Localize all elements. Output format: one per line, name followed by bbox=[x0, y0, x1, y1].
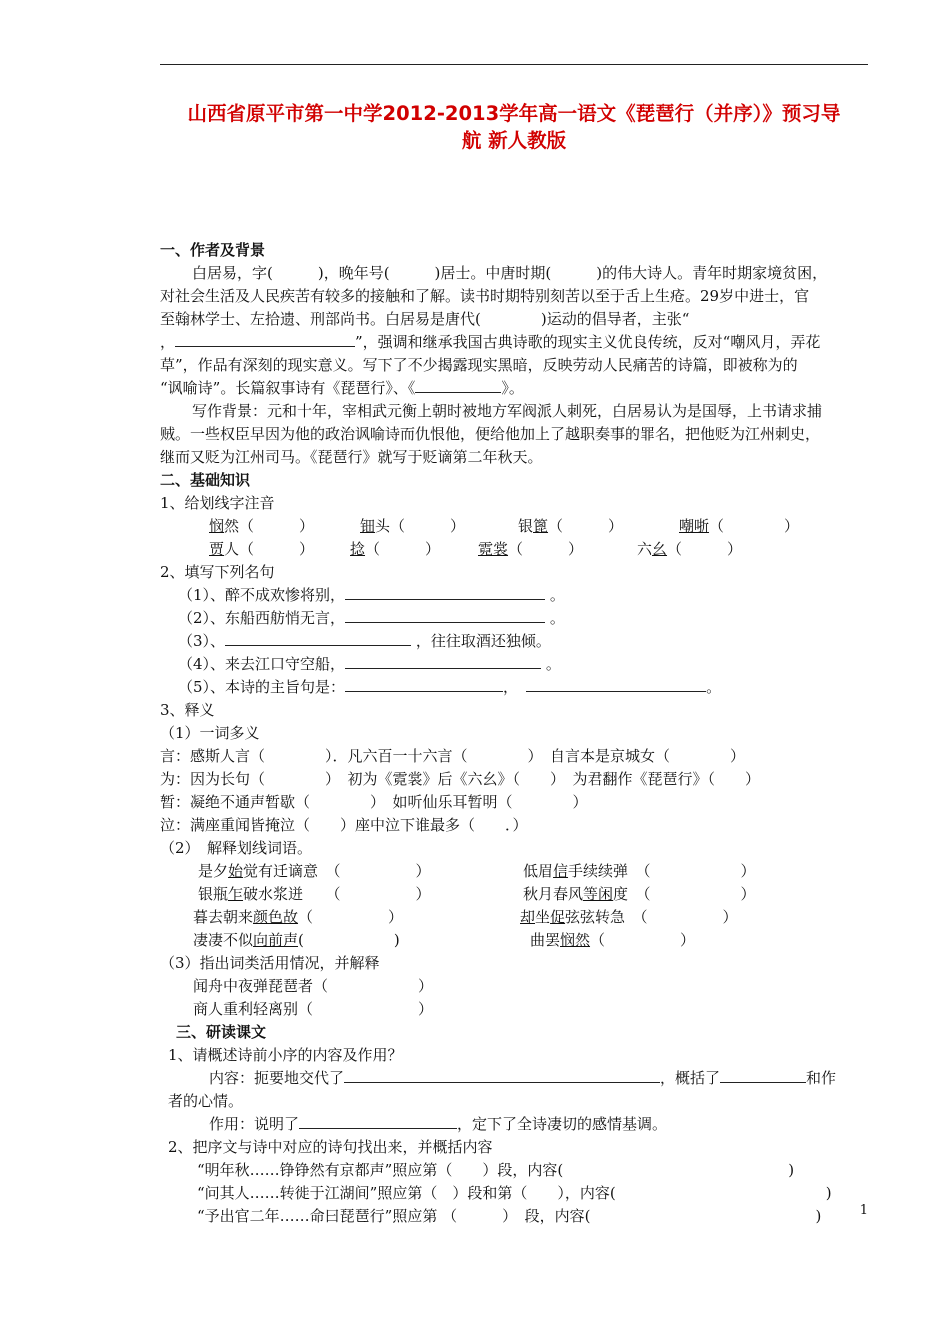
polysemy-qi: 泣：满座重闻皆掩泣（ ）座中泣下谁最多（ ．） bbox=[160, 816, 528, 834]
polysemy-zan: 暂：凝绝不通声暂歇（ ） 如听仙乐耳暂明（ ） bbox=[160, 793, 588, 811]
underlined-char: 篦 bbox=[533, 517, 549, 535]
word-class-item: 闻舟中夜弹琵琶者（ ） bbox=[193, 977, 434, 995]
pinyin-blank: 人（ ） bbox=[224, 540, 315, 558]
word-text: 秋月春风 bbox=[523, 885, 584, 903]
pinyin-blank: （ ） bbox=[548, 517, 624, 535]
paragraph-line: 草”，作品有深刻的现实意义。写下了不少揭露现实黑暗，反映劳动人民痛苦的诗篇，即被称为的 bbox=[160, 356, 798, 374]
title-line-1: 山西省原平市第一中学2012-2013学年高一语文《琵琶行（并序）》预习导 bbox=[187, 102, 841, 125]
word-text: 度 （ ） bbox=[613, 885, 756, 903]
quote-item bbox=[178, 631, 551, 651]
fill-blank[interactable] bbox=[345, 677, 503, 692]
word-text: 银瓶 bbox=[198, 885, 229, 903]
section-3-heading: 三、研读课文 bbox=[176, 1023, 267, 1041]
pinyin-blank: （ ） bbox=[709, 517, 800, 535]
pinyin-item bbox=[209, 539, 314, 559]
underlined-word: 悯然 bbox=[560, 931, 591, 949]
word-text: 是夕 bbox=[198, 862, 229, 880]
answer-text: ，定下了全诗凄切的感情基调。 bbox=[457, 1115, 668, 1133]
quote-end: 。 bbox=[706, 678, 722, 696]
quote-item bbox=[178, 677, 721, 697]
question-2: 2、填写下列名句 bbox=[160, 563, 275, 581]
section-1-heading: 一、作者及背景 bbox=[160, 241, 266, 259]
word-text: 低眉 bbox=[523, 862, 554, 880]
underlined-word: 始 bbox=[228, 862, 244, 880]
underlined-word: 促 bbox=[550, 908, 566, 926]
answer-line bbox=[209, 1068, 836, 1088]
underlined-char: 钿 bbox=[360, 517, 376, 535]
paragraph-line: 贼。一些权臣早因为他的政治讽喻诗而仇恨他，便给他加上了越职奏事的罪名，把他贬为江州刺史， bbox=[160, 425, 821, 443]
pinyin-blank: 头（ ） bbox=[375, 517, 466, 535]
fill-blank[interactable] bbox=[299, 1114, 457, 1129]
quote-item bbox=[178, 585, 565, 605]
quote-item bbox=[178, 654, 561, 674]
pinyin-item bbox=[679, 516, 799, 536]
fill-blank[interactable] bbox=[175, 332, 355, 347]
paragraph-line: 白居易，字( )，晚年号( )居士。中唐时期( )的伟大诗人。青年时期家境贫困， bbox=[192, 264, 828, 282]
fill-blank[interactable] bbox=[345, 585, 545, 600]
word-text: 破水浆迸 （ ） bbox=[243, 885, 431, 903]
page-number: 1 bbox=[859, 1203, 868, 1218]
pinyin-blank: （ ） bbox=[667, 540, 743, 558]
quote-end: 。 bbox=[545, 655, 561, 673]
word-text: 手续续弹 （ ） bbox=[568, 862, 756, 880]
answer-label: 作用：说明了 bbox=[209, 1115, 300, 1133]
word-item bbox=[198, 884, 431, 904]
title-line-2: 航 新人教版 bbox=[461, 129, 567, 152]
quote-item bbox=[178, 608, 565, 628]
word-item bbox=[520, 907, 738, 927]
underlined-char: 捻 bbox=[350, 540, 366, 558]
underlined-char: 霓裳 bbox=[478, 540, 509, 558]
plain-char: 六 bbox=[637, 540, 653, 558]
fill-blank[interactable] bbox=[345, 608, 545, 623]
underlined-word: 颜色故 bbox=[253, 908, 299, 926]
question-1: 1、给划线字注音 bbox=[160, 494, 275, 512]
underlined-word: 等闲 bbox=[583, 885, 614, 903]
word-item bbox=[523, 884, 756, 904]
pinyin-item bbox=[518, 516, 623, 536]
word-text: （ ） bbox=[298, 908, 404, 926]
subquestion: （3）指出词类活用情况，并解释 bbox=[160, 954, 380, 972]
word-item bbox=[530, 930, 695, 950]
subquestion: （2） 解释划线词语。 bbox=[160, 839, 313, 857]
subquestion: （1）一词多义 bbox=[160, 724, 260, 742]
paragraph-line: 继而又贬为江州司马。《琵琶行》就写于贬谪第二年秋天。 bbox=[160, 448, 543, 466]
pinyin-item bbox=[478, 539, 583, 559]
fill-blank[interactable] bbox=[225, 631, 411, 646]
fill-blank[interactable] bbox=[526, 677, 706, 692]
quote-prompt: （1）、醉不成欢惨将别， bbox=[178, 586, 346, 604]
quote-comma: ， bbox=[503, 678, 519, 696]
correspondence-item: “予出官二年……命曰琵琶行”照应第 （ ） 段，内容( ) bbox=[197, 1207, 822, 1225]
document-title bbox=[150, 100, 878, 154]
answer-line bbox=[209, 1114, 667, 1134]
pinyin-item bbox=[209, 516, 314, 536]
quote-prompt: （3）、 bbox=[178, 632, 226, 650]
quote-end: 。 bbox=[549, 586, 565, 604]
word-item bbox=[193, 930, 400, 950]
paragraph-line: 写作背景：元和十年，宰相武元衡上朝时被地方军阀派人刺死，白居易认为是国辱，上书请求捕 bbox=[192, 402, 823, 420]
plain-char: 银 bbox=[518, 517, 534, 535]
pinyin-item bbox=[360, 516, 465, 536]
word-text: 曲罢 bbox=[530, 931, 561, 949]
word-class-item: 商人重利轻离别（ ） bbox=[193, 1000, 434, 1018]
paragraph-line: 对社会生活及人民疾苦有较多的接触和了解。读书时期特别刻苦以至于舌上生疮。29岁中进士，官 bbox=[160, 287, 810, 305]
answer-text: ，概括了 bbox=[660, 1069, 721, 1087]
underlined-char: 贾 bbox=[209, 540, 225, 558]
paragraph-line bbox=[160, 332, 820, 352]
word-item bbox=[193, 907, 403, 927]
fill-blank[interactable] bbox=[720, 1068, 806, 1083]
underlined-word: 向前声 bbox=[253, 931, 299, 949]
answer-label: 内容：扼要地交代了 bbox=[209, 1069, 345, 1087]
paragraph-line bbox=[160, 378, 524, 398]
quote-end: 。 bbox=[549, 609, 565, 627]
answer-text: 和作 bbox=[806, 1069, 837, 1087]
word-text: 暮去朝来 bbox=[193, 908, 254, 926]
pinyin-item bbox=[637, 539, 742, 559]
word-text: 凄凄不似 bbox=[193, 931, 254, 949]
question-3: 3、释义 bbox=[160, 701, 215, 719]
text-fragment: “讽喻诗”。长篇叙事诗有《琵琶行》、《 bbox=[160, 379, 416, 397]
paragraph-line: 至翰林学士、左拾遗、刑部尚书。白居易是唐代( )运动的倡导者，主张“ bbox=[160, 310, 690, 328]
quote-prompt: （2）、东船西舫悄无言， bbox=[178, 609, 346, 627]
underlined-word: 乍 bbox=[228, 885, 244, 903]
quote-prompt: （4）、来去江口守空船， bbox=[178, 655, 346, 673]
pinyin-blank: （ ） bbox=[365, 540, 441, 558]
pinyin-item bbox=[350, 539, 440, 559]
word-text: 坐 bbox=[535, 908, 551, 926]
correspondence-item: “明年秋……铮铮然有京都声”照应第（ ）段，内容( ) bbox=[197, 1161, 795, 1179]
word-item bbox=[523, 861, 756, 881]
underlined-word: 却 bbox=[520, 908, 536, 926]
word-item bbox=[198, 861, 431, 881]
correspondence-item: “问其人……转徙于江湖间”照应第（ ）段和第（ ），内容( ) bbox=[197, 1184, 832, 1202]
word-text: ( ) bbox=[298, 931, 400, 949]
answer-line: 者的心情。 bbox=[168, 1092, 244, 1110]
word-text: 觉有迁谪意 （ ） bbox=[243, 862, 431, 880]
text-fragment: 》。 bbox=[501, 379, 524, 397]
text-fragment: ， bbox=[160, 333, 176, 351]
underlined-char: 悯 bbox=[209, 517, 225, 535]
pinyin-blank: 然（ ） bbox=[224, 517, 315, 535]
quote-prompt: （5）、本诗的主旨句是： bbox=[178, 678, 346, 696]
question-2: 2、把序文与诗中对应的诗句找出来，并概括内容 bbox=[168, 1138, 493, 1156]
underlined-char: 嘲哳 bbox=[679, 517, 710, 535]
fill-blank[interactable] bbox=[345, 654, 541, 669]
text-fragment: ”，强调和继承我国古典诗歌的现实主义优良传统，反对“嘲风月，弄花 bbox=[355, 333, 821, 351]
word-text: 弦弦转急 （ ） bbox=[565, 908, 738, 926]
underlined-char: 幺 bbox=[652, 540, 668, 558]
fill-blank[interactable] bbox=[344, 1068, 660, 1083]
word-text: （ ） bbox=[590, 931, 696, 949]
polysemy-yan: 言：感斯人言（ ）．凡六百一十六言（ ） 自言本是京城女（ ） bbox=[160, 747, 746, 765]
underlined-word: 信 bbox=[553, 862, 569, 880]
question-1: 1、请概述诗前小序的内容及作用？ bbox=[168, 1046, 403, 1064]
header-rule bbox=[160, 64, 868, 65]
polysemy-wei: 为：因为长句（ ） 初为《霓裳》后《六幺》（ ） 为君翻作《琵琶行》（ ） bbox=[160, 770, 761, 788]
section-2-heading: 二、基础知识 bbox=[160, 471, 251, 489]
fill-blank[interactable] bbox=[415, 378, 501, 393]
pinyin-blank: （ ） bbox=[508, 540, 584, 558]
quote-end: ，往往取酒还独倾。 bbox=[415, 632, 551, 650]
